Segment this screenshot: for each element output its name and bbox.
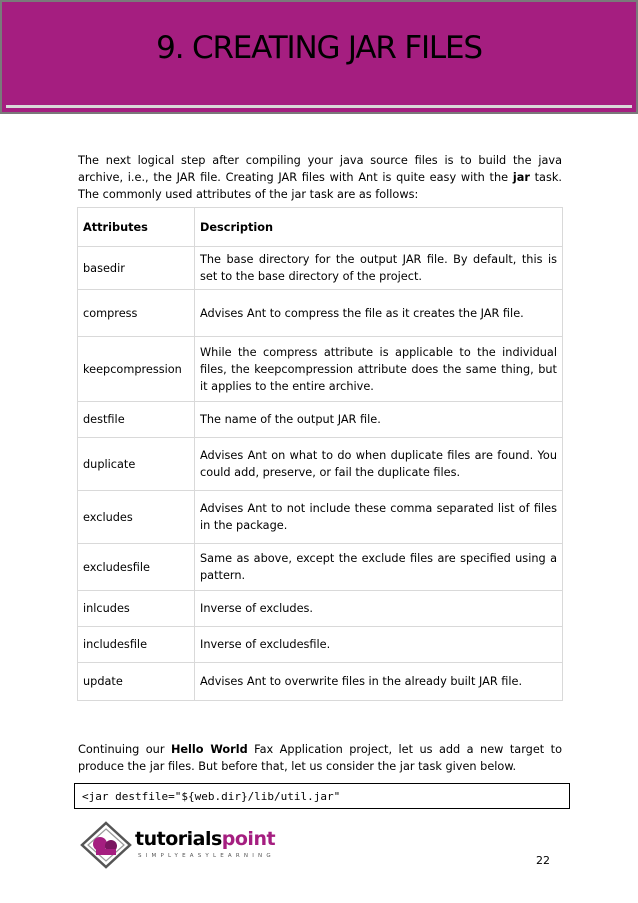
attribute-cell: update bbox=[78, 663, 195, 701]
tutorialspoint-logo bbox=[78, 820, 276, 870]
table-row bbox=[78, 491, 563, 544]
outro-paragraph bbox=[78, 741, 562, 775]
description-cell: The base directory for the output JAR file. By default, this is set to the base directory of the project. bbox=[195, 247, 563, 290]
logo-wordmark bbox=[135, 828, 275, 850]
attribute-cell: keepcompression bbox=[78, 337, 195, 402]
description-cell: Inverse of excludes. bbox=[195, 591, 563, 627]
description-cell: Advises Ant to compress the file as it creates the JAR file. bbox=[195, 290, 563, 337]
logo-emblem-icon bbox=[78, 820, 134, 870]
attributes-table bbox=[77, 207, 563, 701]
table-row bbox=[78, 663, 563, 701]
attribute-cell: destfile bbox=[78, 402, 195, 438]
description-cell: Same as above, except the exclude files are specified using a pattern. bbox=[195, 544, 563, 591]
attribute-cell: compress bbox=[78, 290, 195, 337]
code-block: <jar destfile="${web.dir}/lib/util.jar" bbox=[74, 783, 570, 809]
attribute-cell: excludesfile bbox=[78, 544, 195, 591]
table-row bbox=[78, 402, 563, 438]
page-number: 22 bbox=[536, 854, 550, 867]
attribute-cell: includesfile bbox=[78, 627, 195, 663]
chapter-title: 9. CREATING JAR FILES bbox=[156, 30, 482, 66]
table-row bbox=[78, 591, 563, 627]
outro-text-1: Continuing our bbox=[78, 743, 171, 756]
outro-text-2: Fax Application project, let us add a new target to produce the jar files. But before that, let us consider the jar task given below. bbox=[78, 743, 562, 773]
column-header-description: Description bbox=[195, 208, 563, 247]
logo-tagline: SIMPLYEASYLEARNING bbox=[138, 853, 275, 859]
table-row bbox=[78, 247, 563, 290]
logo-word-tutorials: tutorials bbox=[135, 828, 222, 850]
description-cell: While the compress attribute is applicable to the individual files, the keepcompression attribute does the same thing, but it applies to the entire archive. bbox=[195, 337, 563, 402]
table-header-row bbox=[78, 208, 563, 247]
attribute-cell: basedir bbox=[78, 247, 195, 290]
description-cell: Advises Ant to not include these comma separated list of files in the package. bbox=[195, 491, 563, 544]
description-cell: The name of the output JAR file. bbox=[195, 402, 563, 438]
outro-bold-hello-world: Hello World bbox=[170, 743, 248, 756]
attribute-cell: inlcudes bbox=[78, 591, 195, 627]
intro-bold-jar: jar bbox=[512, 171, 530, 184]
attribute-cell: excludes bbox=[78, 491, 195, 544]
table-row bbox=[78, 337, 563, 402]
table-row bbox=[78, 290, 563, 337]
logo-word-point: point bbox=[221, 828, 276, 850]
description-cell: Advises Ant on what to do when duplicate files are found. You could add, preserve, or fail the duplicate files. bbox=[195, 438, 563, 491]
column-header-attributes: Attributes bbox=[78, 208, 195, 247]
attribute-cell: duplicate bbox=[78, 438, 195, 491]
table-row bbox=[78, 438, 563, 491]
table-row bbox=[78, 544, 563, 591]
intro-paragraph bbox=[78, 152, 562, 203]
table-row bbox=[78, 627, 563, 663]
intro-text-2: task. The commonly used attributes of the jar task are as follows: bbox=[78, 171, 563, 201]
description-cell: Inverse of excludesfile. bbox=[195, 627, 563, 663]
description-cell: Advises Ant to overwrite files in the already built JAR file. bbox=[195, 663, 563, 701]
intro-text-1: The next logical step after compiling your java source files is to build the java archive, i.e., the JAR file. Creating JAR files with Ant is quite easy with the bbox=[78, 154, 562, 184]
